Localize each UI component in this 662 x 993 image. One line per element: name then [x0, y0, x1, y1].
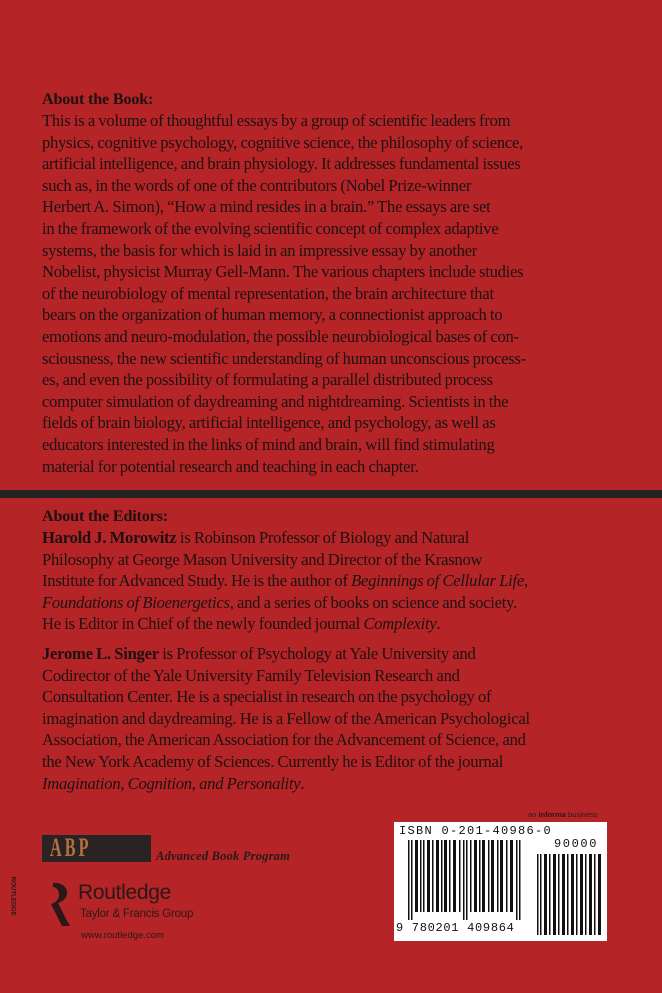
text-line: emotions and neuro-modulation, the possible neurobiological bases of con-	[42, 326, 519, 346]
text-line: imagination and daydreaming. He is a Fellow of the American Psychological	[42, 708, 530, 728]
text-line: Codirector of the Yale University Family Television Research and	[42, 665, 460, 685]
text-span: business	[565, 810, 598, 819]
text-line: Nobelist, physicist Murray Gell-Mann. The various chapters include studies	[42, 262, 524, 282]
text-line: This is a volume of thoughtful essays by a group of scientific leaders from	[42, 111, 511, 130]
text-line: in the framework of the evolving scientific concept of complex adaptive	[42, 218, 499, 238]
text-line: systems, the basis for which is laid in an impressive essay by another	[42, 240, 478, 260]
text-span: Institute for Advanced Study. He is the author of	[42, 571, 352, 591]
routledge-name: Routledge	[78, 881, 172, 904]
text-line: material for potential research and teaching in each chapter.	[42, 456, 419, 476]
advanced-book-program-label: Advanced Book Program	[156, 849, 291, 863]
text-line: Consultation Center. He is a specialist in research on the psychology of	[42, 687, 492, 707]
routledge-r-icon	[41, 881, 71, 927]
editor-bio-singer	[42, 643, 632, 794]
text-line: of the neurobiology of mental representation, the brain architecture that	[42, 283, 494, 303]
informa-business-tag	[528, 810, 598, 819]
about-book-heading: About the Book:	[42, 90, 154, 108]
text-span: .	[300, 773, 305, 793]
section-divider	[0, 490, 662, 498]
text-line: artificial intelligence, and brain physiology. It addresses fundamental issues	[42, 154, 521, 174]
isbn-barcode	[394, 822, 607, 941]
about-editors-section	[42, 507, 632, 794]
abp-logo	[42, 835, 151, 862]
text-span: an	[528, 810, 539, 819]
text-span: , and a series of books on science and society.	[229, 592, 517, 612]
text-span: is Professor of Psychology at Yale University and	[158, 643, 476, 663]
text-line: physics, cognitive psychology, cognitive science, the philosophy of science,	[42, 132, 523, 152]
editor-name: Harold J. Morowitz	[42, 528, 177, 547]
ean-number: 9 780201 409864	[396, 921, 515, 935]
about-editors-heading: About the Editors:	[42, 507, 168, 525]
abp-logo-text: ABP	[50, 833, 92, 862]
book-title: Beginnings of Cellular Life	[351, 571, 525, 591]
text-line: sciousness, the new scientific understanding of human unconscious process-	[42, 348, 526, 368]
routledge-url: www.routledge.com	[81, 930, 164, 941]
text-line: bears on the organization of human memory, a connectionist approach to	[42, 305, 503, 325]
text-line: the New York Academy of Sciences. Currently he is Editor of the journal	[42, 751, 504, 771]
price-code: 90000	[554, 837, 599, 851]
text-span: is Robinson Professor of Biology and Natural	[176, 528, 470, 547]
text-span: ,	[524, 571, 528, 591]
text-line: computer simulation of daydreaming and nightdreaming. Scientists in the	[42, 391, 509, 411]
text-line: Association, the American Association for the Advancement of Science, and	[42, 730, 526, 750]
text-line: educators interested in the links of mind and brain, will find stimulating	[42, 434, 495, 454]
text-span: .	[436, 614, 441, 634]
journal-title: Imagination, Cognition, and Personality	[42, 773, 301, 793]
text-line: fields of brain biology, artificial intelligence, and psychology, as well as	[42, 413, 496, 433]
text-line: Herbert A. Simon), “How a mind resides in a brain.” The essays are set	[42, 197, 491, 217]
text-line: such as, in the words of one of the contributors (Nobel Prize-winner	[42, 175, 472, 195]
taylor-francis-group: Taylor & Francis Group	[80, 908, 194, 920]
about-book-text	[42, 110, 632, 477]
journal-title: Complexity	[363, 614, 437, 634]
editor-name: Jerome L. Singer	[42, 643, 159, 663]
about-book-section	[42, 90, 632, 477]
isbn-text: ISBN 0-201-40986-0	[399, 824, 553, 838]
editor-bio-morowitz	[42, 527, 632, 635]
text-span: He is Editor in Chief of the newly founded journal	[42, 614, 364, 634]
informa-brand: informa	[538, 810, 566, 819]
text-line: es, and even the possibility of formulating a parallel distributed process	[42, 370, 493, 390]
price-barcode-bars	[537, 854, 603, 935]
routledge-vertical-text: ROUTLEDGE	[9, 876, 17, 916]
book-title: Foundations of Bioenergetics	[42, 592, 230, 612]
text-line: Philosophy at George Mason University and Director of the Krasnow	[42, 549, 483, 569]
ean-barcode-bars	[408, 840, 523, 920]
